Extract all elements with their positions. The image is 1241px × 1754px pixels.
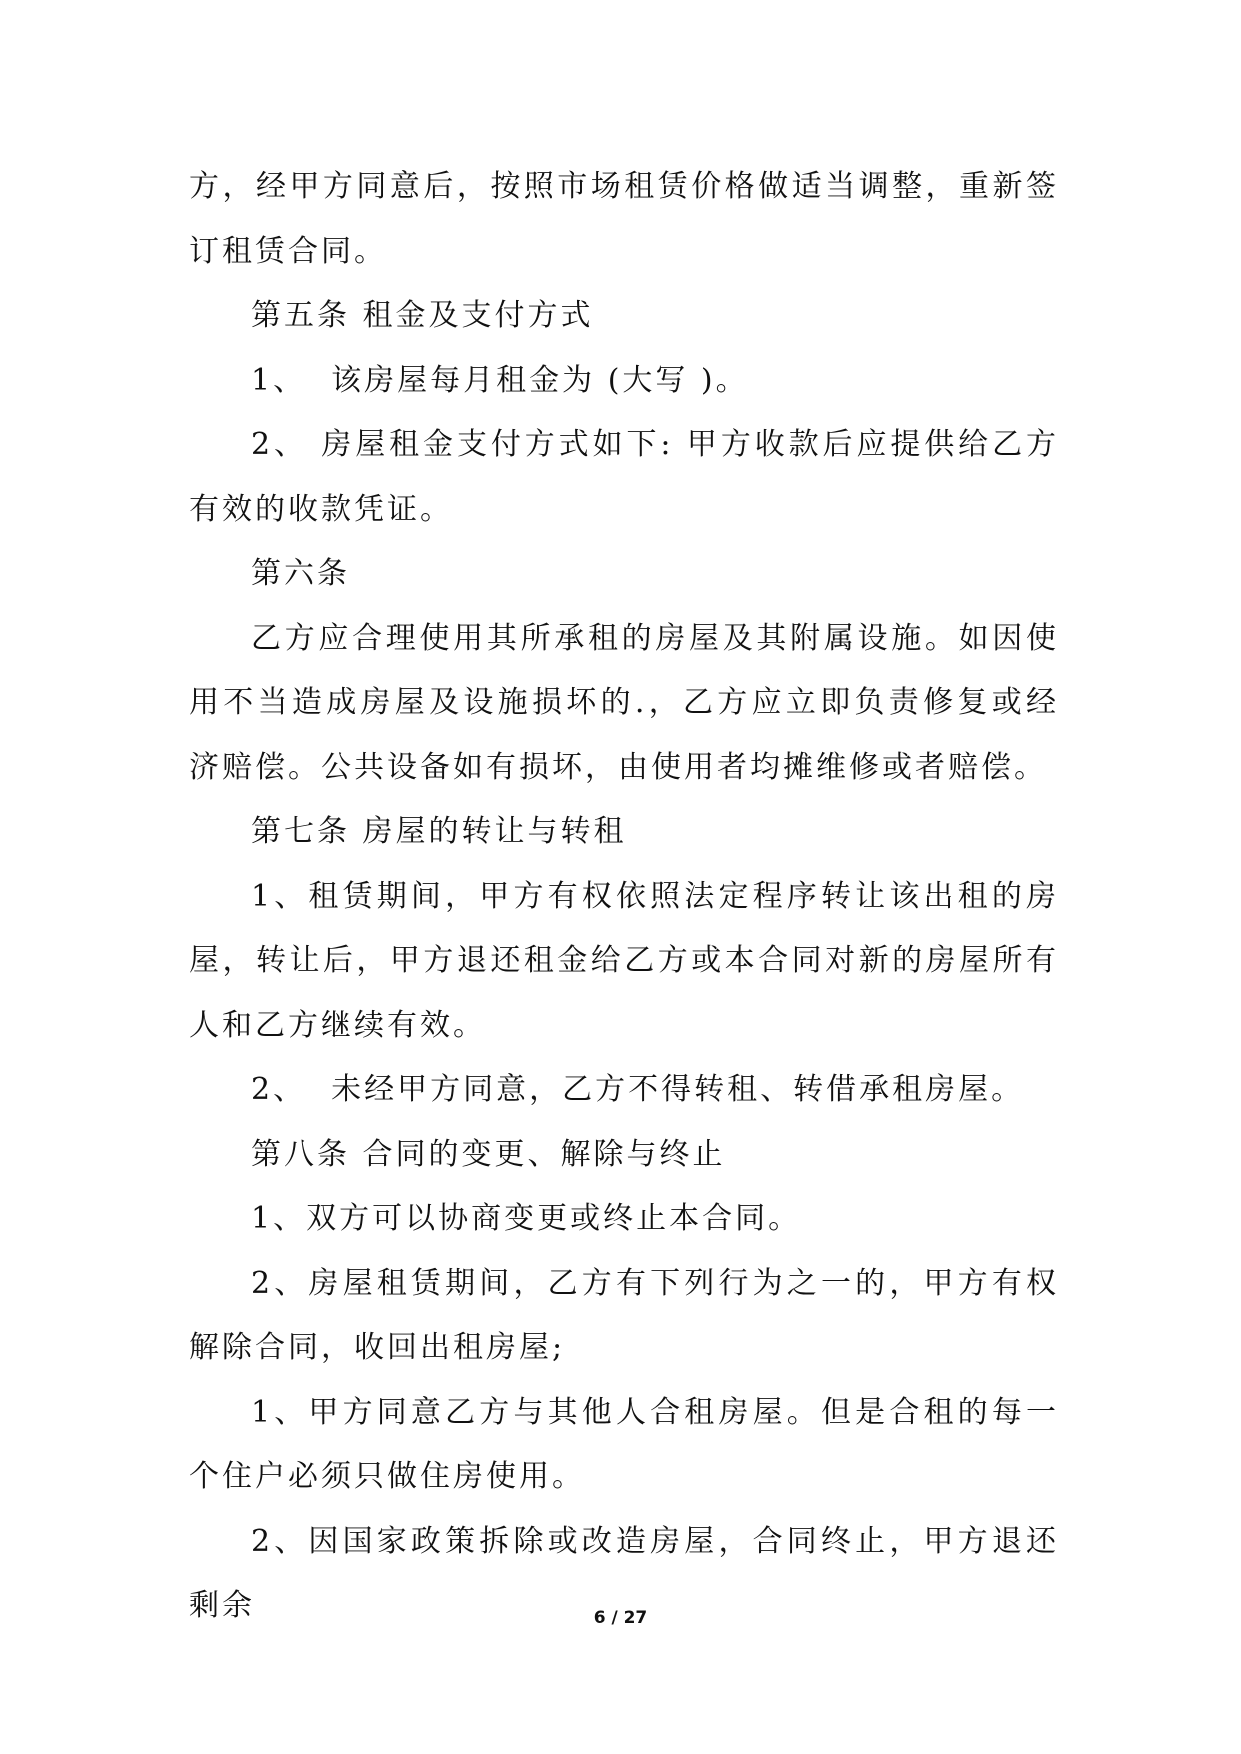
article-8-subclause-1: 1、甲方同意乙方与其他人合租房屋。但是合租的每一个住户必须只做住房使用。 [189, 1394, 1059, 1494]
article-5-clause-1: 1、 该房屋每月租金为 (大写 )。 [251, 362, 749, 398]
article-5-clause-2: 2、 房屋租金支付方式如下: 甲方收款后应提供给乙方有效的收款凭证。 [189, 427, 1059, 527]
document-body [189, 155, 1059, 1639]
article-8-clause-2: 2、房屋租赁期间，乙方有下列行为之一的，甲方有权解除合同，收回出租房屋; [189, 1265, 1059, 1365]
article-6-heading: 第六条 [251, 556, 350, 591]
article-7-clause-1: 1、租赁期间，甲方有权依照法定程序转让该出租的房屋，转让后，甲方退还租金给乙方或本合同对新的房屋所有人和乙方继续有效。 [189, 878, 1059, 1043]
article-8-subclause-2: 2、因国家政策拆除或改造房屋，合同终止，甲方退还剩余 [189, 1523, 1059, 1623]
paragraph-continuation: 方，经甲方同意后，按照市场租赁价格做适当调整，重新签订租赁合同。 [189, 169, 1059, 269]
article-6-body: 乙方应合理使用其所承租的房屋及其附属设施。如因使用不当造成房屋及设施损坏的.，乙方应立即负责修复或经济赔偿。公共设备如有损坏，由使用者均摊维修或者赔偿。 [189, 620, 1059, 785]
article-7-clause-2: 2、 未经甲方同意，乙方不得转租、转借承租房屋。 [251, 1072, 1025, 1107]
article-5-heading: 第五条 租金及支付方式 [251, 298, 594, 333]
page-number: 6 / 27 [593, 1608, 648, 1628]
article-7-heading: 第七条 房屋的转让与转租 [251, 814, 627, 849]
article-8-heading: 第八条 合同的变更、解除与终止 [251, 1136, 726, 1172]
article-8-clause-1: 1、双方可以协商变更或终止本合同。 [251, 1201, 802, 1236]
